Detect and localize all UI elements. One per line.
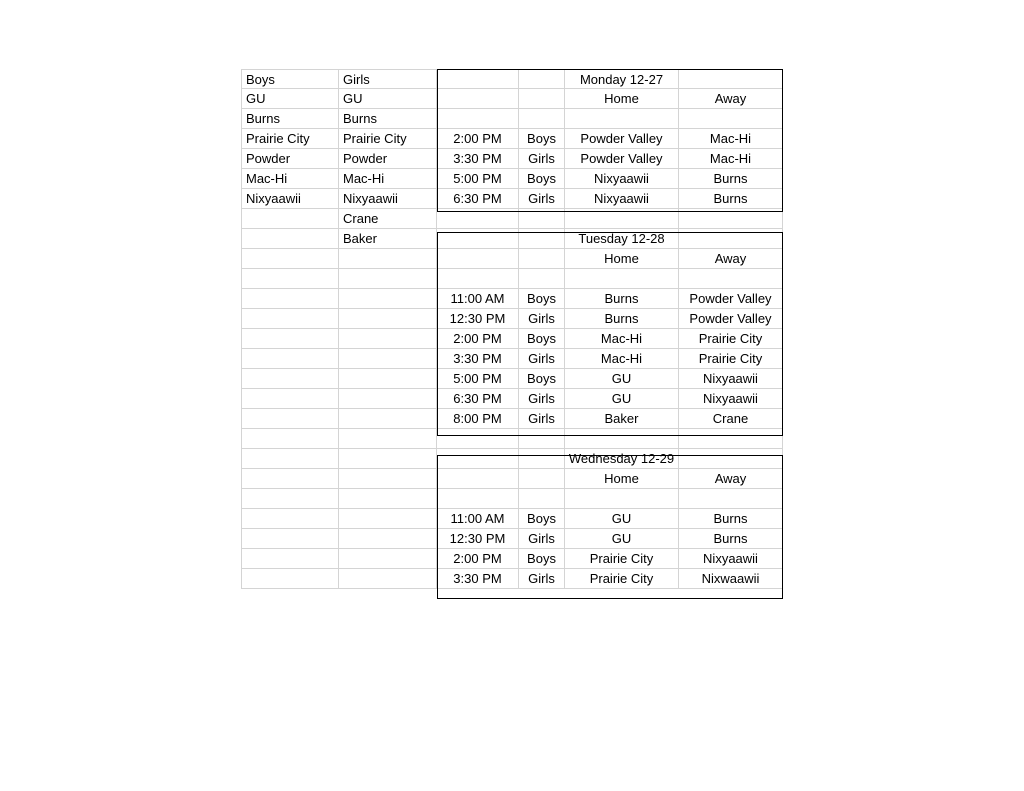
sheet-row bbox=[241, 469, 783, 489]
game-away-cell[interactable]: Prairie City bbox=[679, 329, 783, 349]
game-division-cell[interactable]: Boys bbox=[519, 169, 565, 189]
sheet-row bbox=[241, 289, 783, 309]
home-header-cell[interactable]: Home bbox=[565, 89, 679, 109]
empty-cell[interactable] bbox=[241, 449, 339, 469]
sheet-row bbox=[241, 529, 783, 549]
empty-cell[interactable] bbox=[339, 449, 437, 469]
sheet-row bbox=[241, 329, 783, 349]
empty-cell[interactable] bbox=[437, 269, 519, 289]
away-header-cell[interactable]: Away bbox=[679, 249, 783, 269]
girls-team-cell[interactable]: Baker bbox=[339, 229, 437, 249]
sheet-row bbox=[241, 549, 783, 569]
empty-cell[interactable] bbox=[241, 289, 339, 309]
game-time-cell[interactable]: 6:30 PM bbox=[437, 389, 519, 409]
boys-header-cell[interactable]: Boys bbox=[241, 69, 339, 89]
game-time-cell[interactable]: 5:00 PM bbox=[437, 369, 519, 389]
empty-cell[interactable] bbox=[339, 549, 437, 569]
girls-team-cell[interactable]: Crane bbox=[339, 209, 437, 229]
game-home-cell[interactable]: Powder Valley bbox=[565, 129, 679, 149]
empty-cell[interactable] bbox=[339, 409, 437, 429]
girls-team-cell[interactable]: Mac-Hi bbox=[339, 169, 437, 189]
empty-cell[interactable] bbox=[437, 109, 519, 129]
game-away-cell[interactable]: Burns bbox=[679, 509, 783, 529]
empty-cell[interactable] bbox=[339, 489, 437, 509]
game-away-cell[interactable]: Mac-Hi bbox=[679, 129, 783, 149]
empty-cell[interactable] bbox=[241, 329, 339, 349]
game-home-cell[interactable]: Burns bbox=[565, 309, 679, 329]
empty-cell[interactable] bbox=[339, 249, 437, 269]
empty-cell[interactable] bbox=[241, 209, 339, 229]
game-division-cell[interactable]: Boys bbox=[519, 369, 565, 389]
sheet-row bbox=[241, 369, 783, 389]
sheet-row bbox=[241, 409, 783, 429]
empty-cell[interactable] bbox=[241, 409, 339, 429]
game-away-cell[interactable]: Burns bbox=[679, 169, 783, 189]
boys-team-cell[interactable]: Burns bbox=[241, 109, 339, 129]
game-home-cell[interactable]: Prairie City bbox=[565, 549, 679, 569]
empty-cell[interactable] bbox=[519, 209, 565, 229]
game-away-cell[interactable]: Crane bbox=[679, 409, 783, 429]
empty-cell[interactable] bbox=[437, 249, 519, 269]
empty-cell[interactable] bbox=[339, 369, 437, 389]
girls-team-cell[interactable]: Powder bbox=[339, 149, 437, 169]
sheet-row bbox=[241, 489, 783, 509]
empty-cell[interactable] bbox=[241, 309, 339, 329]
empty-cell[interactable] bbox=[565, 489, 679, 509]
empty-cell[interactable] bbox=[519, 109, 565, 129]
game-division-cell[interactable]: Girls bbox=[519, 529, 565, 549]
sheet-row bbox=[241, 69, 783, 89]
game-away-cell[interactable]: Nixyaawii bbox=[679, 369, 783, 389]
empty-cell[interactable] bbox=[241, 349, 339, 369]
empty-cell[interactable] bbox=[241, 509, 339, 529]
empty-cell[interactable] bbox=[339, 309, 437, 329]
girls-team-cell[interactable]: Nixyaawii bbox=[339, 189, 437, 209]
away-header-cell[interactable]: Away bbox=[679, 89, 783, 109]
game-division-cell[interactable]: Girls bbox=[519, 309, 565, 329]
empty-cell[interactable] bbox=[241, 249, 339, 269]
empty-cell[interactable] bbox=[519, 269, 565, 289]
sheet-row bbox=[241, 429, 783, 449]
empty-cell[interactable] bbox=[339, 289, 437, 309]
sheet-row bbox=[241, 389, 783, 409]
empty-cell[interactable] bbox=[437, 209, 519, 229]
game-home-cell[interactable]: Mac-Hi bbox=[565, 329, 679, 349]
empty-cell[interactable] bbox=[339, 429, 437, 449]
game-away-cell[interactable]: Powder Valley bbox=[679, 289, 783, 309]
game-time-cell[interactable]: 2:00 PM bbox=[437, 549, 519, 569]
game-away-cell[interactable]: Prairie City bbox=[679, 349, 783, 369]
game-home-cell[interactable]: Nixyaawii bbox=[565, 169, 679, 189]
game-time-cell[interactable]: 11:00 AM bbox=[437, 509, 519, 529]
empty-cell[interactable] bbox=[339, 569, 437, 589]
empty-cell[interactable] bbox=[437, 229, 519, 249]
empty-cell[interactable] bbox=[437, 429, 519, 449]
empty-cell[interactable] bbox=[241, 229, 339, 249]
empty-cell[interactable] bbox=[339, 469, 437, 489]
empty-cell[interactable] bbox=[241, 529, 339, 549]
game-time-cell[interactable]: 5:00 PM bbox=[437, 169, 519, 189]
game-division-cell[interactable]: Boys bbox=[519, 329, 565, 349]
home-header-cell[interactable]: Home bbox=[565, 469, 679, 489]
game-away-cell[interactable]: Nixwaawii bbox=[679, 569, 783, 589]
game-home-cell[interactable]: Mac-Hi bbox=[565, 349, 679, 369]
empty-cell[interactable] bbox=[565, 109, 679, 129]
empty-cell[interactable] bbox=[241, 469, 339, 489]
empty-cell[interactable] bbox=[437, 489, 519, 509]
empty-cell[interactable] bbox=[679, 69, 783, 89]
boys-team-cell[interactable]: Powder bbox=[241, 149, 339, 169]
game-home-cell[interactable]: Burns bbox=[565, 289, 679, 309]
empty-cell[interactable] bbox=[241, 369, 339, 389]
sheet-row bbox=[241, 249, 783, 269]
away-header-cell[interactable]: Away bbox=[679, 469, 783, 489]
game-division-cell[interactable]: Girls bbox=[519, 389, 565, 409]
empty-cell[interactable] bbox=[519, 69, 565, 89]
game-division-cell[interactable]: Boys bbox=[519, 129, 565, 149]
game-time-cell[interactable]: 3:30 PM bbox=[437, 349, 519, 369]
empty-cell[interactable] bbox=[519, 89, 565, 109]
game-time-cell[interactable]: 11:00 AM bbox=[437, 289, 519, 309]
game-time-cell[interactable]: 6:30 PM bbox=[437, 189, 519, 209]
sheet-row bbox=[241, 149, 783, 169]
empty-cell[interactable] bbox=[241, 429, 339, 449]
sheet-row bbox=[241, 189, 783, 209]
sheet-row bbox=[241, 269, 783, 289]
girls-team-cell[interactable]: Prairie City bbox=[339, 129, 437, 149]
game-away-cell[interactable]: Burns bbox=[679, 529, 783, 549]
boys-team-cell[interactable]: Prairie City bbox=[241, 129, 339, 149]
empty-cell[interactable] bbox=[565, 269, 679, 289]
sheet-row bbox=[241, 209, 783, 229]
game-away-cell[interactable]: Burns bbox=[679, 189, 783, 209]
empty-cell[interactable] bbox=[679, 269, 783, 289]
empty-cell[interactable] bbox=[437, 449, 519, 469]
empty-cell[interactable] bbox=[339, 529, 437, 549]
empty-cell[interactable] bbox=[241, 569, 339, 589]
game-time-cell[interactable]: 3:30 PM bbox=[437, 149, 519, 169]
empty-cell[interactable] bbox=[519, 229, 565, 249]
girls-header-cell[interactable]: Girls bbox=[339, 69, 437, 89]
game-division-cell[interactable]: Girls bbox=[519, 569, 565, 589]
sheet-row bbox=[241, 309, 783, 329]
game-division-cell[interactable]: Girls bbox=[519, 409, 565, 429]
game-time-cell[interactable]: 8:00 PM bbox=[437, 409, 519, 429]
empty-cell[interactable] bbox=[519, 449, 565, 469]
day-title-cell[interactable]: Wednesday 12-29 bbox=[565, 449, 679, 469]
game-home-cell[interactable]: Prairie City bbox=[565, 569, 679, 589]
empty-cell[interactable] bbox=[679, 229, 783, 249]
empty-cell[interactable] bbox=[519, 249, 565, 269]
game-division-cell[interactable]: Boys bbox=[519, 549, 565, 569]
empty-cell[interactable] bbox=[339, 349, 437, 369]
game-away-cell[interactable]: Nixyaawii bbox=[679, 549, 783, 569]
day-title-cell[interactable]: Tuesday 12-28 bbox=[565, 229, 679, 249]
game-time-cell[interactable]: 3:30 PM bbox=[437, 569, 519, 589]
empty-cell[interactable] bbox=[519, 489, 565, 509]
game-home-cell[interactable]: GU bbox=[565, 509, 679, 529]
empty-cell[interactable] bbox=[339, 269, 437, 289]
game-division-cell[interactable]: Girls bbox=[519, 189, 565, 209]
game-time-cell[interactable]: 12:30 PM bbox=[437, 309, 519, 329]
sheet-row bbox=[241, 229, 783, 249]
day-title-cell[interactable]: Monday 12-27 bbox=[565, 69, 679, 89]
game-home-cell[interactable]: Baker bbox=[565, 409, 679, 429]
home-header-cell[interactable]: Home bbox=[565, 249, 679, 269]
empty-cell[interactable] bbox=[565, 209, 679, 229]
game-home-cell[interactable]: Nixyaawii bbox=[565, 189, 679, 209]
game-away-cell[interactable]: Nixyaawii bbox=[679, 389, 783, 409]
empty-cell[interactable] bbox=[519, 429, 565, 449]
empty-cell[interactable] bbox=[339, 389, 437, 409]
game-time-cell[interactable]: 2:00 PM bbox=[437, 329, 519, 349]
game-division-cell[interactable]: Boys bbox=[519, 289, 565, 309]
empty-cell[interactable] bbox=[565, 429, 679, 449]
girls-team-cell[interactable]: GU bbox=[339, 89, 437, 109]
game-division-cell[interactable]: Girls bbox=[519, 349, 565, 369]
sheet-row bbox=[241, 109, 783, 129]
sheet-row bbox=[241, 129, 783, 149]
game-home-cell[interactable]: Powder Valley bbox=[565, 149, 679, 169]
empty-cell[interactable] bbox=[437, 69, 519, 89]
empty-cell[interactable] bbox=[437, 469, 519, 489]
empty-cell[interactable] bbox=[339, 509, 437, 529]
game-home-cell[interactable]: GU bbox=[565, 529, 679, 549]
empty-cell[interactable] bbox=[679, 209, 783, 229]
girls-team-cell[interactable]: Burns bbox=[339, 109, 437, 129]
sheet-row bbox=[241, 349, 783, 369]
game-home-cell[interactable]: GU bbox=[565, 389, 679, 409]
sheet-row bbox=[241, 169, 783, 189]
game-time-cell[interactable]: 12:30 PM bbox=[437, 529, 519, 549]
empty-cell[interactable] bbox=[679, 109, 783, 129]
sheet-row bbox=[241, 89, 783, 109]
empty-cell[interactable] bbox=[679, 429, 783, 449]
sheet-row bbox=[241, 569, 783, 589]
game-time-cell[interactable]: 2:00 PM bbox=[437, 129, 519, 149]
empty-cell[interactable] bbox=[679, 489, 783, 509]
empty-cell[interactable] bbox=[241, 269, 339, 289]
empty-cell[interactable] bbox=[437, 89, 519, 109]
boys-team-cell[interactable]: Nixyaawii bbox=[241, 189, 339, 209]
empty-cell[interactable] bbox=[339, 329, 437, 349]
game-away-cell[interactable]: Mac-Hi bbox=[679, 149, 783, 169]
empty-cell[interactable] bbox=[519, 469, 565, 489]
empty-cell[interactable] bbox=[679, 449, 783, 469]
empty-cell[interactable] bbox=[241, 489, 339, 509]
empty-cell[interactable] bbox=[241, 389, 339, 409]
sheet-row bbox=[241, 449, 783, 469]
boys-team-cell[interactable]: GU bbox=[241, 89, 339, 109]
sheet-row bbox=[241, 509, 783, 529]
boys-team-cell[interactable]: Mac-Hi bbox=[241, 169, 339, 189]
game-division-cell[interactable]: Boys bbox=[519, 509, 565, 529]
empty-cell[interactable] bbox=[241, 549, 339, 569]
game-home-cell[interactable]: GU bbox=[565, 369, 679, 389]
game-away-cell[interactable]: Powder Valley bbox=[679, 309, 783, 329]
game-division-cell[interactable]: Girls bbox=[519, 149, 565, 169]
